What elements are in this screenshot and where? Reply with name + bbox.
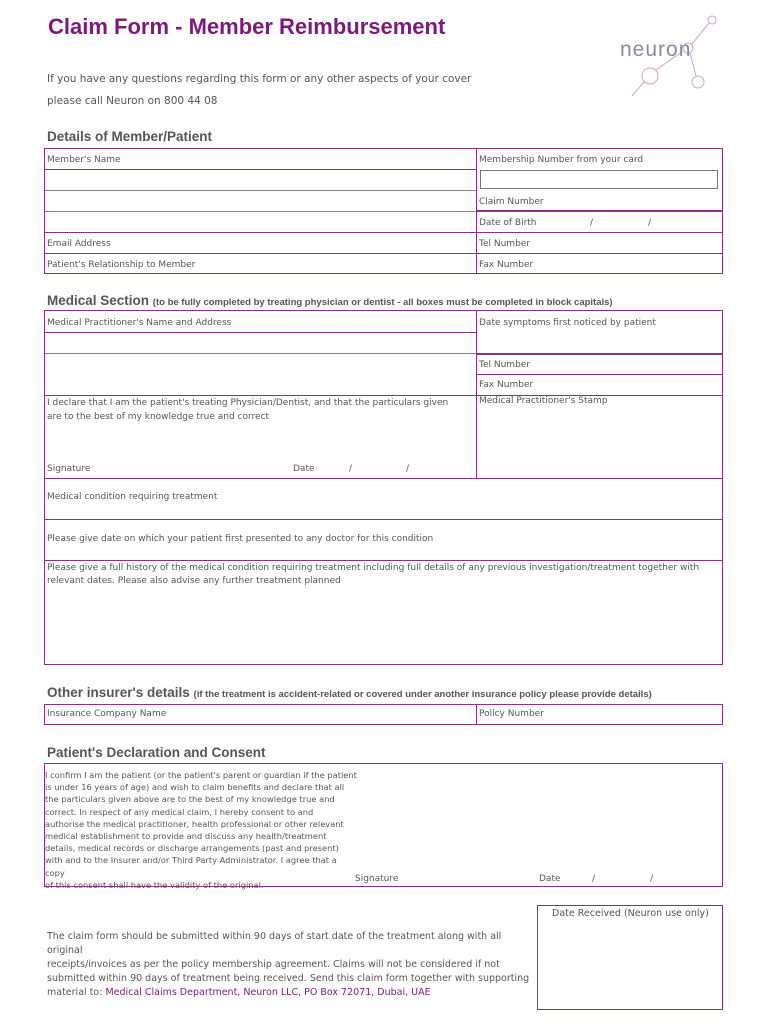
footer-line-4 xyxy=(47,986,532,1000)
other-insurer-heading xyxy=(47,685,652,700)
email-label: Email Address xyxy=(47,239,111,249)
submission-instructions xyxy=(47,930,532,1000)
consent-date-separator-1: / xyxy=(592,874,596,884)
consent-line: authorise the medical practitioner, health professional or other relevant xyxy=(45,818,344,829)
medical-date-label: Date xyxy=(293,464,315,474)
members-name-input[interactable] xyxy=(46,170,475,189)
medical-section-heading xyxy=(47,293,613,308)
consent-line: I confirm I am the patient (or the patient's parent or guardian if the patient xyxy=(45,770,357,780)
physician-declaration-line-2: are to the best of my knowledge true and correct xyxy=(47,412,270,422)
medical-signature-label: Signature xyxy=(47,464,91,474)
footer-line-3: submitted within 90 days of treatment being received. Send this claim form together with supporting xyxy=(47,973,530,984)
other-insurer-box xyxy=(44,704,723,725)
consent-date-label: Date xyxy=(539,874,561,884)
member-details-box xyxy=(44,148,723,274)
consent-line: medical establishment to provide and discuss any health/treatment xyxy=(45,831,327,842)
consent-line: with and to the Insurer and/or Third Party Administrator. I agree that a copy xyxy=(45,855,337,878)
consent-text xyxy=(45,769,357,891)
consent-box xyxy=(44,763,723,890)
claim-number-label: Claim Number xyxy=(479,197,544,207)
symptoms-date-label: Date symptoms first noticed by patient xyxy=(479,318,656,328)
condition-label: Medical condition requiring treatment xyxy=(47,492,218,502)
date-received-label: Date Received (Neuron use only) xyxy=(552,908,709,919)
membership-number-label: Membership Number from your card xyxy=(479,155,644,165)
medical-details-box xyxy=(44,310,723,665)
dob-separator-2: / xyxy=(648,218,652,228)
intro-line-1: If you have any questions regarding this form or any other aspects of your cover xyxy=(47,73,472,85)
practitioner-name-label: Medical Practitioner's Name and Address xyxy=(47,318,232,328)
medical-heading-text: Medical Section xyxy=(47,293,150,308)
physician-declaration-line-1: I declare that I am the patient's treating Physician/Dentist, and that the particulars given xyxy=(47,398,449,408)
other-insurer-subheading: (if the treatment is accident-related or covered under another insurance policy please provide details) xyxy=(193,689,652,700)
logo-text: neuron xyxy=(620,38,692,61)
consent-line: correct. In respect of any medical claim, I hereby consent to and xyxy=(45,806,314,817)
neuron-logo xyxy=(612,14,722,104)
intro-text xyxy=(47,68,471,112)
footer-line-1: The claim form should be submitted within 90 days of start date of the treatment along with all original xyxy=(47,931,502,956)
medical-date-separator-1: / xyxy=(349,464,353,474)
history-line-2: relevant dates. Please also advise any further treatment planned xyxy=(47,576,341,586)
medical-subheading: (to be fully completed by treating physician or dentist - all boxes must be completed in block capitals) xyxy=(152,297,613,308)
fax-label: Fax Number xyxy=(479,260,534,270)
consent-signature-label: Signature xyxy=(355,874,399,884)
consent-line: of this consent shall have the validity of the original. xyxy=(45,879,264,890)
consent-heading: Patient's Declaration and Consent xyxy=(47,745,266,760)
relationship-label: Patient's Relationship to Member xyxy=(47,260,196,270)
membership-number-input[interactable] xyxy=(480,170,718,189)
footer-line-2: receipts/invoices as per the policy membership agreement. Claims will not be considered if not xyxy=(47,959,500,970)
history-line-1: Please give a full history of the medical condition requiring treatment including full details of any previous investigation/treatment together with xyxy=(47,563,700,573)
medical-tel-label: Tel Number xyxy=(479,360,531,370)
first-presented-label: Please give date on which your patient first presented to any doctor for this condition xyxy=(47,534,434,544)
member-section-heading: Details of Member/Patient xyxy=(47,129,213,144)
claims-address: Medical Claims Department, Neuron LLC, PO Box 72071, Dubai, UAE xyxy=(105,987,431,998)
policy-number-label: Policy Number xyxy=(479,709,544,719)
physician-declaration xyxy=(47,396,448,424)
date-of-birth-label: Date of Birth xyxy=(479,218,537,228)
consent-date-separator-2: / xyxy=(650,874,654,884)
medical-fax-label: Fax Number xyxy=(479,380,534,390)
members-name-label: Member's Name xyxy=(47,155,121,165)
insurance-company-label: Insurance Company Name xyxy=(47,709,167,719)
other-insurer-heading-text: Other insurer's details xyxy=(47,685,190,700)
footer-material-prefix: material to: xyxy=(47,987,106,998)
consent-line: details, medical records or discharge arrangements (past and present) xyxy=(45,843,339,854)
stamp-label: Medical Practitioner's Stamp xyxy=(479,396,608,406)
tel-label: Tel Number xyxy=(479,239,531,249)
intro-line-2: please call Neuron on 800 44 08 xyxy=(47,95,218,107)
medical-date-separator-2: / xyxy=(406,464,410,474)
consent-line: the particulars given above are to the best of my knowledge true and xyxy=(45,794,335,805)
history-label xyxy=(47,562,699,588)
consent-line: is under 16 years of age) and wish to claim benefits and declare that all xyxy=(45,782,345,793)
form-title: Claim Form - Member Reimbursement xyxy=(48,14,446,39)
date-received-box xyxy=(537,905,723,1010)
dob-separator-1: / xyxy=(590,218,594,228)
